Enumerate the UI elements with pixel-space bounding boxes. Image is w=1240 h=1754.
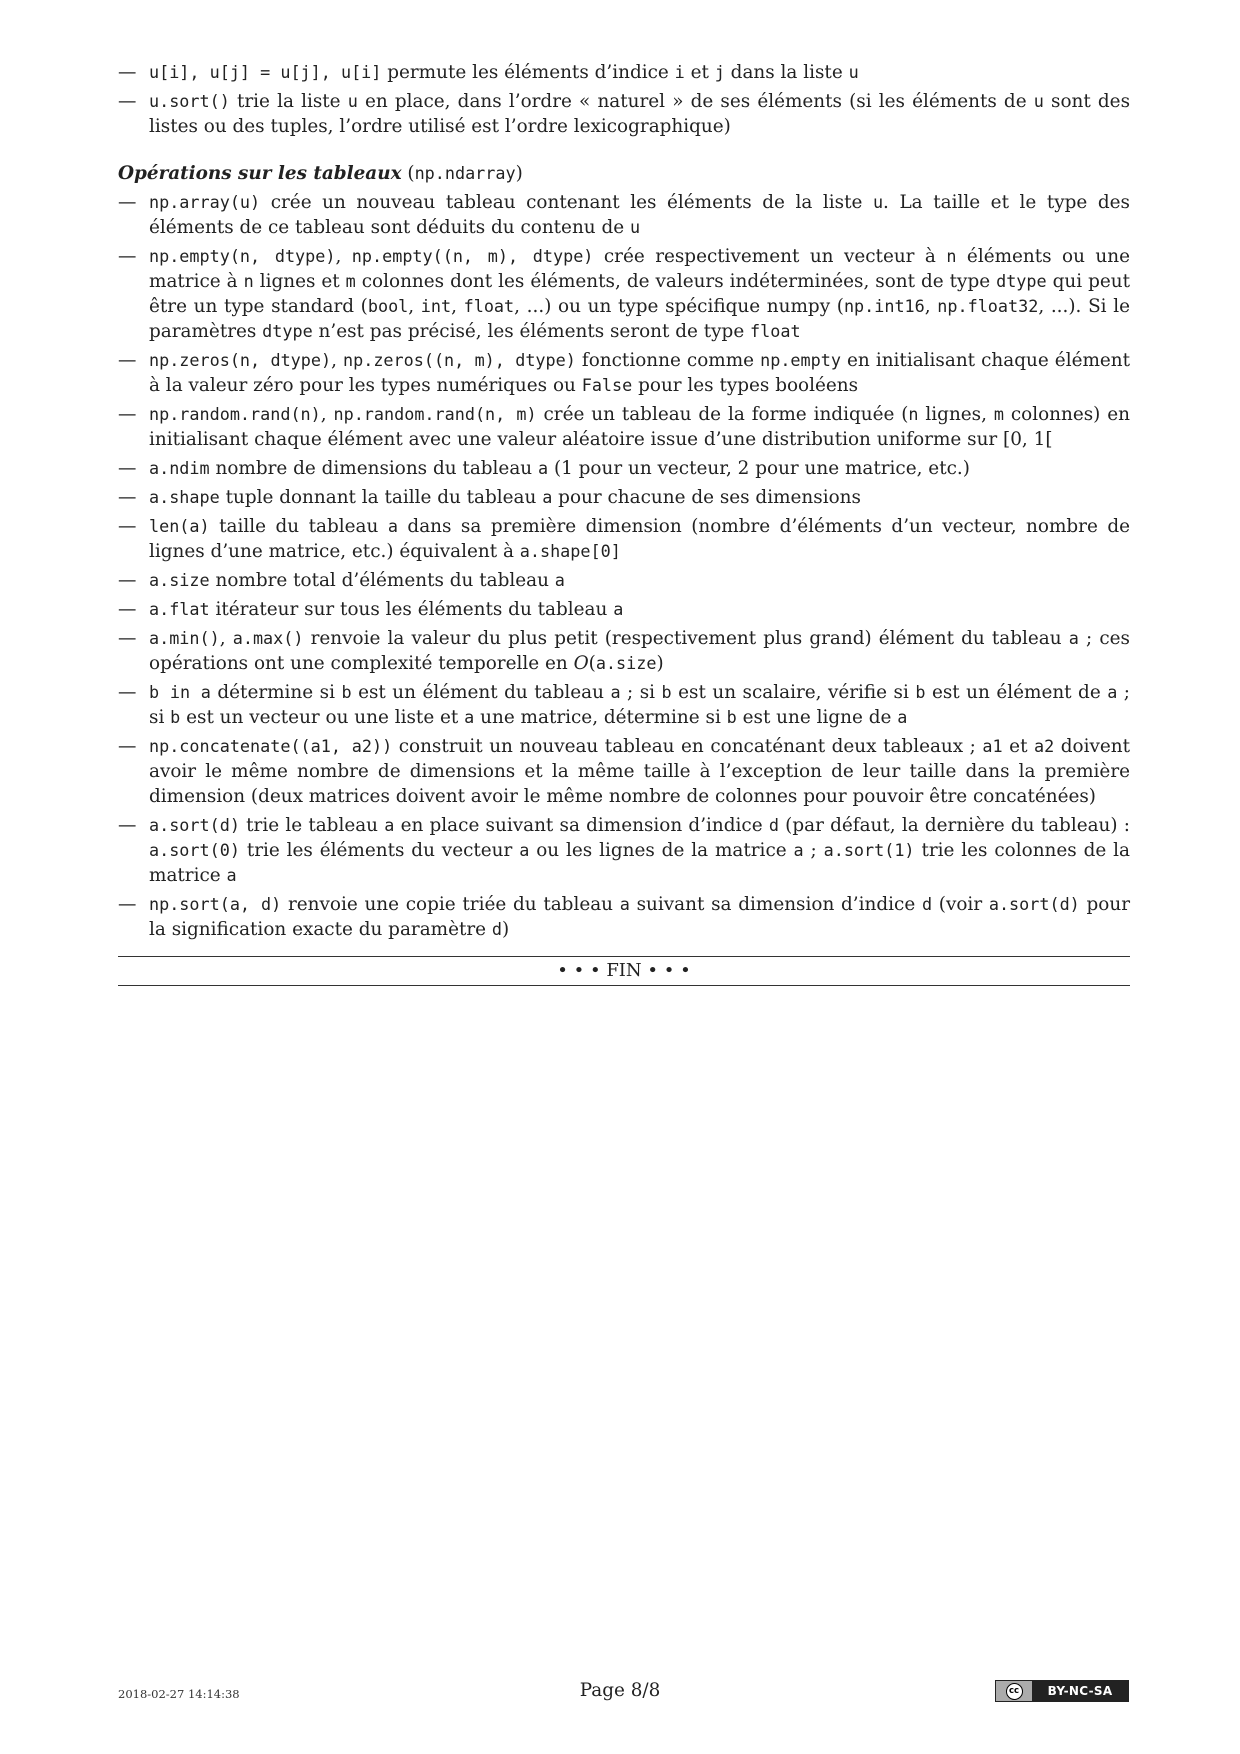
- text-fragment: lignes,: [918, 404, 994, 425]
- text-fragment: trie la liste: [229, 91, 348, 112]
- code-fragment: u: [1033, 91, 1044, 111]
- text-fragment: itérateur sur tous les éléments du tableau: [209, 599, 614, 620]
- code-fragment: a1: [982, 736, 1003, 756]
- text-fragment: ): [656, 653, 664, 674]
- top-item-list: [118, 60, 1130, 139]
- section-list-item: [118, 597, 1130, 622]
- text-fragment: tuple donnant la taille du tableau: [219, 487, 543, 508]
- section-list-item: [118, 402, 1130, 452]
- bullet-dash: —: [118, 246, 137, 267]
- text-fragment: en place suivant sa dimension d’indice: [394, 815, 769, 836]
- bullet-dash: —: [118, 628, 137, 649]
- text-fragment: pour chacune de ses dimensions: [552, 487, 861, 508]
- code-fragment: dtype: [996, 271, 1047, 291]
- text-fragment: ): [502, 919, 510, 940]
- text-fragment: taille du tableau: [209, 516, 388, 537]
- bullet-dash: —: [118, 894, 137, 915]
- top-list-item: [118, 89, 1130, 139]
- code-fragment: a.ndim: [149, 458, 210, 478]
- code-fragment: a: [1107, 682, 1118, 702]
- bullet-dash: —: [118, 599, 137, 620]
- section-title: Opérations sur les tableaux: [118, 163, 402, 184]
- code-fragment: np.float32: [937, 296, 1039, 316]
- code-fragment: u: [872, 192, 884, 212]
- code-fragment: np.int16: [843, 296, 925, 316]
- bullet-dash: —: [118, 404, 137, 425]
- text-fragment: trie le tableau: [239, 815, 385, 836]
- code-fragment: np.empty(n, dtype): [149, 246, 336, 266]
- code-fragment: a: [384, 815, 395, 835]
- code-fragment: np.empty((n, m), dtype): [351, 246, 594, 266]
- text-fragment: est une ligne de: [736, 707, 898, 728]
- text-fragment: renvoie la valeur du plus petit (respectivement plus grand) élément du tableau: [303, 628, 1069, 649]
- text-fragment: sont des listes ou des tuples, l’ordre utilisé est l’ordre lexicographique): [149, 91, 1131, 137]
- code-fragment: a.sort(1): [823, 840, 915, 860]
- text-fragment: construit un nouveau tableau en concaténant deux tableaux ;: [392, 736, 983, 757]
- code-fragment: a.shape[0]: [519, 541, 621, 561]
- code-fragment: a.flat: [149, 599, 210, 619]
- text-fragment: ,: [331, 350, 344, 371]
- code-fragment: float: [750, 321, 801, 341]
- code-fragment: n: [243, 271, 254, 291]
- text-fragment: crée un tableau de la forme indiquée (: [536, 404, 909, 425]
- text-fragment: est un élément de: [925, 682, 1108, 703]
- section-list-item: [118, 626, 1130, 676]
- code-fragment: a: [610, 682, 621, 702]
- code-fragment: n: [946, 246, 957, 266]
- text-fragment: éléments ou une matrice à: [149, 246, 1130, 292]
- text-fragment: nombre total d’éléments du tableau: [209, 570, 555, 591]
- code-fragment: b: [341, 682, 352, 702]
- code-fragment: a.max(): [232, 628, 304, 648]
- text-fragment: colonnes dont les éléments, de valeurs indéterminées, sont de type: [355, 271, 997, 292]
- text-fragment: colonnes) en initialisant chaque élément avec une valeur aléatoire issue d’une distribution uniforme sur [0, 1[: [149, 404, 1130, 450]
- text-fragment: en place, dans l’ordre « naturel » de ses éléments (si les éléments de: [357, 91, 1034, 112]
- code-fragment: u.sort(): [149, 91, 230, 111]
- footer-date: 2018-02-27 14:14:38: [118, 1687, 240, 1701]
- section-list-item: [118, 190, 1130, 240]
- bullet-dash: —: [118, 350, 137, 371]
- text-fragment: est un scalaire, vérifie si: [671, 682, 916, 703]
- section-list-item: [118, 514, 1130, 564]
- code-fragment: b: [915, 682, 926, 702]
- text-fragment: ; si: [149, 682, 1130, 728]
- text-fragment: en initialisant chaque élément à la valeur zéro pour les types numériques ou: [149, 350, 1131, 396]
- bullet-dash: —: [118, 458, 137, 479]
- code-fragment: a: [537, 458, 549, 478]
- end-marker: • • • FIN • • •: [118, 956, 1130, 986]
- document-body: [118, 60, 1130, 986]
- text-fragment: ; si: [620, 682, 662, 703]
- code-fragment: False: [581, 375, 633, 395]
- code-fragment: a: [897, 707, 908, 727]
- code-fragment: a.shape: [149, 487, 220, 507]
- bullet-dash: —: [118, 815, 137, 836]
- text-fragment: (1 pour un vecteur, 2 pour une matrice, etc.): [548, 458, 970, 479]
- text-fragment: n’est pas précisé, les éléments seront de type: [312, 321, 751, 342]
- top-list-item: [118, 60, 1130, 85]
- code-fragment: np.random.rand(n, m): [333, 404, 537, 424]
- code-fragment: a.sort(d): [149, 815, 240, 835]
- code-fragment: np.zeros(n, dtype): [149, 350, 332, 370]
- code-fragment: b in a: [149, 682, 211, 702]
- code-fragment: a: [519, 840, 530, 860]
- text-fragment: permute les éléments d’indice: [381, 62, 675, 83]
- license-badge: [995, 1680, 1129, 1702]
- text-fragment: doivent avoir le même nombre de dimensions et la même taille à l’exception de leur taille dans la première dimension (deux matrices doivent avoir le même nombre de colonnes pour pouvoir être concaténées): [149, 736, 1130, 807]
- code-fragment: u: [347, 91, 358, 111]
- text-fragment: renvoie une copie triée du tableau: [281, 894, 620, 915]
- text-fragment: pour les types booléens: [632, 375, 859, 396]
- code-fragment: a.size: [595, 653, 657, 673]
- code-fragment: len(a): [149, 516, 210, 536]
- text-fragment: (voir: [932, 894, 989, 915]
- text-fragment: fonctionne comme: [575, 350, 761, 371]
- code-fragment: a: [613, 599, 624, 619]
- text-fragment: suivant sa dimension d’indice: [629, 894, 922, 915]
- bullet-dash: —: [118, 736, 137, 757]
- section-item-list: [118, 190, 1130, 942]
- text-fragment: ou les lignes de la matrice: [529, 840, 794, 861]
- code-fragment: m: [345, 271, 356, 291]
- text-fragment: et: [1002, 736, 1034, 757]
- code-fragment: bool: [367, 296, 409, 316]
- code-fragment: n: [908, 404, 919, 424]
- code-fragment: np.random.rand(n): [149, 404, 321, 424]
- section-list-item: [118, 813, 1130, 888]
- cc-logo-icon: [996, 1681, 1032, 1701]
- license-label: BY-NC-SA: [1032, 1681, 1128, 1701]
- cc-logo-text: cc: [1006, 1683, 1023, 1700]
- text-fragment: . La taille et le type des éléments de ce tableau sont déduits du contenu de: [149, 192, 1130, 238]
- text-fragment: est un vecteur ou une liste et: [180, 707, 465, 728]
- text-fragment: ,: [320, 404, 334, 425]
- text-fragment: pour la signification exacte du paramètre: [149, 894, 1130, 940]
- text-fragment: , ...). Si le paramètres: [149, 296, 1130, 342]
- text-fragment: ;: [803, 840, 824, 861]
- section-list-item: [118, 892, 1130, 942]
- section-list-item: [118, 348, 1130, 398]
- text-fragment: dans la liste: [724, 62, 849, 83]
- code-fragment: m: [993, 404, 1004, 424]
- code-fragment: a: [1068, 628, 1079, 648]
- bullet-dash: —: [118, 192, 137, 213]
- text-fragment: crée respectivement un vecteur à: [593, 246, 947, 267]
- code-fragment: a: [619, 894, 630, 914]
- page-number: Page 8/8: [579, 1680, 661, 1701]
- code-fragment: np.concatenate((a1, a2)): [149, 736, 393, 756]
- code-fragment: a2: [1034, 736, 1055, 756]
- text-fragment: ,: [924, 296, 938, 317]
- code-fragment: u: [629, 217, 641, 237]
- text-fragment: nombre de dimensions du tableau: [209, 458, 538, 479]
- bullet-dash: —: [118, 91, 137, 112]
- text-fragment: dans sa première dimension (nombre d’éléments d’un vecteur, nombre de lignes d’une matrice, etc.) équivalent à: [149, 516, 1130, 562]
- code-fragment: b: [661, 682, 672, 702]
- text-fragment: ,: [219, 628, 233, 649]
- code-fragment: a: [464, 707, 475, 727]
- section-list-item: [118, 734, 1130, 809]
- code-fragment: np.zeros((n, m), dtype): [343, 350, 576, 370]
- bullet-dash: —: [118, 682, 137, 703]
- code-fragment: i: [674, 62, 685, 82]
- code-fragment: d: [768, 815, 779, 835]
- bullet-dash: —: [118, 570, 137, 591]
- code-fragment: b: [170, 707, 181, 727]
- text-fragment: et: [684, 62, 715, 83]
- code-fragment: a.size: [149, 570, 210, 590]
- section-subtitle-code: np.ndarray: [414, 163, 516, 183]
- text-fragment: ,: [335, 246, 352, 267]
- text-fragment: , ...) ou un type spécifique numpy (: [514, 296, 844, 317]
- code-fragment: j: [714, 62, 725, 82]
- text-fragment: une matrice, détermine si: [474, 707, 727, 728]
- code-fragment: int: [420, 296, 452, 316]
- code-fragment: a.sort(d): [988, 894, 1080, 914]
- code-fragment: np.array(u): [149, 192, 261, 212]
- text-fragment: trie les éléments du vecteur: [239, 840, 520, 861]
- code-fragment: np.empty: [760, 350, 841, 370]
- section-list-item: [118, 680, 1130, 730]
- code-fragment: float: [463, 296, 515, 316]
- text-fragment: détermine si: [210, 682, 342, 703]
- code-fragment: b: [726, 707, 737, 727]
- text-fragment: ,: [451, 296, 464, 317]
- code-fragment: a: [387, 516, 398, 536]
- code-fragment: a: [793, 840, 804, 860]
- code-fragment: d: [921, 894, 933, 914]
- text-fragment: ; ces opérations ont une complexité temporelle en: [149, 628, 1130, 674]
- code-fragment: d: [491, 919, 503, 939]
- code-fragment: np.sort(a, d): [149, 894, 282, 914]
- text-fragment: qui peut être un type standard (: [149, 271, 1130, 317]
- code-fragment: a.min(): [149, 628, 220, 648]
- section-list-item: [118, 568, 1130, 593]
- text-fragment: (par défaut, la dernière du tableau) :: [778, 815, 1130, 836]
- text-fragment: (: [588, 653, 596, 674]
- code-fragment: a: [554, 570, 565, 590]
- text-fragment: ,: [408, 296, 421, 317]
- code-fragment: u: [848, 62, 859, 82]
- section-list-item: [118, 456, 1130, 481]
- code-fragment: dtype: [262, 321, 313, 341]
- code-fragment: a: [226, 865, 237, 885]
- code-fragment: u[i], u[j] = u[j], u[i]: [149, 62, 382, 82]
- code-fragment: a.sort(0): [149, 840, 240, 860]
- bullet-dash: —: [118, 62, 137, 83]
- text-fragment: crée un nouveau tableau contenant les éléments de la liste: [260, 192, 873, 213]
- code-fragment: a: [542, 487, 553, 507]
- text-fragment: lignes et: [253, 271, 346, 292]
- bullet-dash: —: [118, 516, 137, 537]
- text-fragment: est un élément du tableau: [351, 682, 611, 703]
- section-heading: Opérations sur les tableaux (np.ndarray): [118, 163, 523, 184]
- section-list-item: [118, 485, 1130, 510]
- section-list-item: [118, 244, 1130, 344]
- text-fragment: trie les colonnes de la matrice: [149, 840, 1130, 886]
- text-fragment: O: [573, 653, 589, 674]
- bullet-dash: —: [118, 487, 137, 508]
